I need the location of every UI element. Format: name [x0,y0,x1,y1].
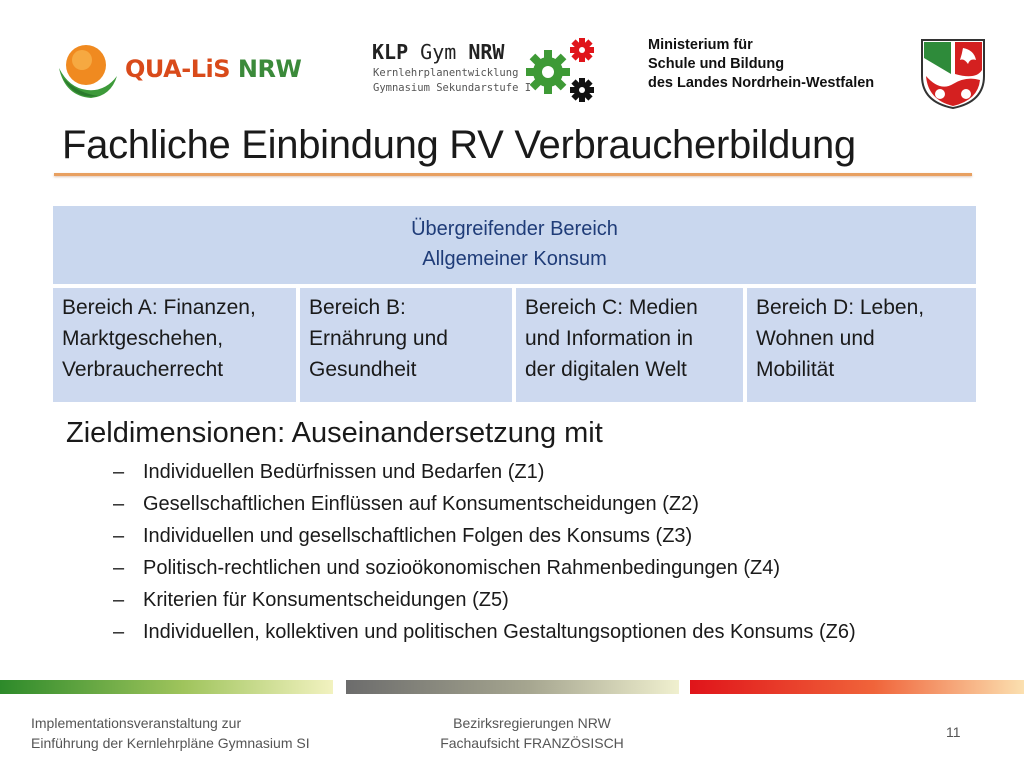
list-item-text: Politisch-rechtlichen und sozioökonomischen Rahmenbedingungen (Z4) [143,557,781,579]
footer-center [0,713,1024,753]
ziel-list [113,456,856,648]
table-cell-bereich-b: Bereich B: Ernährung und Gesundheit [300,288,512,402]
footer-bar-red [690,680,1024,694]
footer-bar-grey [346,680,679,694]
table-cell-bereich-c: Bereich C: Medien und Information in der digitalen Welt [516,288,743,402]
klp-subtitle-2: Gymnasium Sekundarstufe I [373,82,532,94]
ministry-line-3: des Landes Nordrhein-Westfalen [648,75,875,91]
ziel-heading: Zieldimensionen: Auseinandersetzung mit [66,417,603,449]
table-cell-bereich-a: Bereich A: Finanzen, Marktgeschehen, Verbraucherrecht [53,288,296,402]
page-number: 11 [946,724,961,740]
qualis-emblem-icon [55,38,121,104]
list-item [113,520,856,552]
footer-center-line-2: Fachaufsicht FRANZÖSISCH [440,735,624,751]
footer-center-line-1: Bezirksregierungen NRW [453,715,611,731]
list-item-text: Kriterien für Konsumentscheidungen (Z5) [143,589,509,611]
list-item [113,552,856,584]
list-item-text: Individuellen und gesellschaftlichen Folgen des Konsums (Z3) [143,525,693,547]
title-underline [54,173,972,176]
list-item-text: Gesellschaftlichen Einflüssen auf Konsumentscheidungen (Z2) [143,493,699,515]
klp-subtitle-1: Kernlehrplanentwicklung [373,67,519,79]
dash-bullet: – [113,557,125,579]
gears-icon [520,36,600,106]
bereiche-table [53,206,976,402]
klp-title-bold: KLP [372,40,409,64]
qualis-logo [55,38,300,104]
list-item [113,584,856,616]
dash-bullet: – [113,493,125,515]
page-title: Fachliche Einbindung RV Verbraucherbildung [62,123,856,167]
qualis-text-part1: QUA-LiS [125,55,230,83]
qualis-text-part2: NRW [237,55,302,83]
footer-left-line-2: Einführung der Kernlehrpläne Gymnasium SI [31,735,310,751]
list-item [113,616,856,648]
table-header-line-1: Übergreifender Bereich [411,218,618,240]
nrw-crest-icon [918,36,988,110]
ministry-line-2: Schule und Bildung [648,56,785,72]
klp-title-thin: Gym [420,40,457,64]
ministry-line-1: Ministerium für [648,37,753,53]
klp-logo [370,36,605,106]
dash-bullet: – [113,589,125,611]
list-item [113,488,856,520]
ministry-logo [645,36,905,106]
table-cell-bereich-d: Bereich D: Leben, Wohnen und Mobilität [747,288,976,402]
list-item [113,456,856,488]
footer-bar-green [0,680,333,694]
table-header [53,206,976,284]
footer-left-line-1: Implementationsveranstaltung zur [31,715,242,731]
list-item-text: Individuellen, kollektiven und politischen Gestaltungsoptionen des Konsums (Z6) [143,621,856,643]
klp-title-end: NRW [468,40,505,64]
dash-bullet: – [113,525,125,547]
dash-bullet: – [113,621,125,643]
table-header-line-2: Allgemeiner Konsum [422,248,607,270]
dash-bullet: – [113,461,125,483]
list-item-text: Individuellen Bedürfnissen und Bedarfen (Z1) [143,461,545,483]
